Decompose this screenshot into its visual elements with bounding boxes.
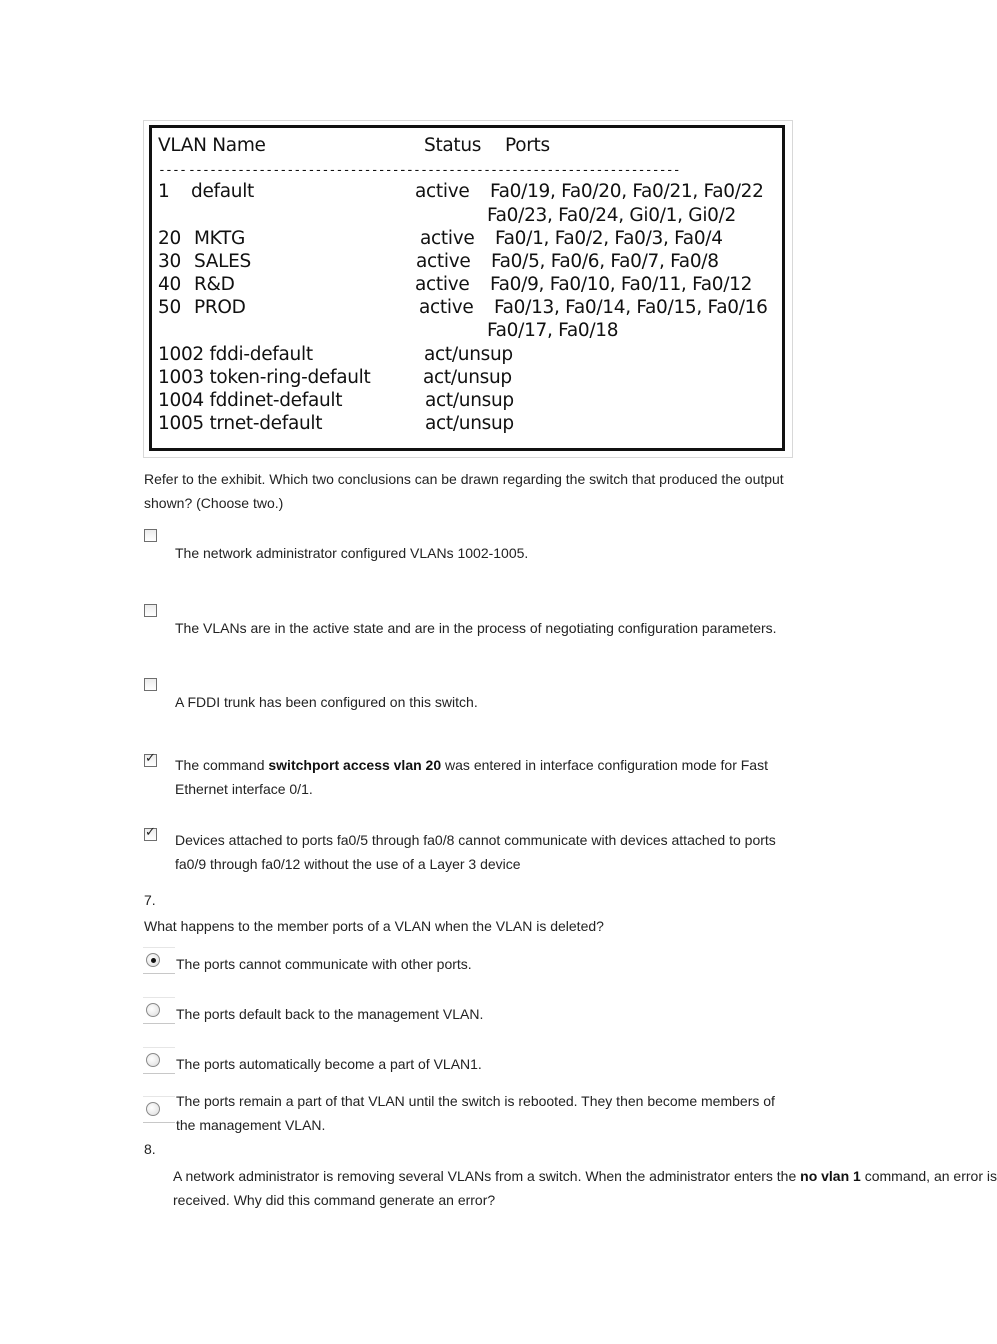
radio-selected-dot (151, 958, 156, 963)
option-text: The ports remain a part of that VLAN until the switch is rebooted. They then become members of (176, 1093, 775, 1109)
vlan-name: PROD (194, 297, 246, 318)
check-mark-icon: ✓ (145, 825, 156, 840)
vlan-reserved: 1004 fddinet-default (158, 390, 343, 411)
dash-2: -------------------------------- (188, 163, 413, 178)
radio-option-1[interactable] (146, 953, 160, 967)
vlan-id: 20 (158, 228, 181, 249)
vlan-ports-cont: Fa0/17, Fa0/18 (487, 320, 619, 341)
radio-option-2[interactable] (146, 1003, 160, 1017)
checkbox-option-4[interactable] (144, 751, 157, 767)
header-vlan-name: VLAN Name (158, 135, 266, 156)
vlan-ports: Fa0/13, Fa0/14, Fa0/15, Fa0/16 (494, 297, 768, 318)
vlan-ports: Fa0/19, Fa0/20, Fa0/21, Fa0/22 (490, 181, 764, 202)
vlan-reserved: 1002 fddi-default (158, 344, 313, 365)
vlan-status: active (416, 251, 471, 272)
option-text: The network administrator configured VLANs 1002-1005. (175, 545, 529, 561)
vlan-status: active (419, 297, 474, 318)
vlan-name: SALES (194, 251, 251, 272)
checkbox-option-1[interactable] (144, 529, 157, 542)
vlan-name: R&D (194, 274, 235, 295)
question-number: 8. (144, 1141, 156, 1157)
question-text: A network administrator is removing several VLANs from a switch. When the administrator enters the no vlan 1 command, an error is (173, 1168, 997, 1184)
vlan-id: 30 (158, 251, 181, 272)
radio-option-4[interactable] (146, 1102, 160, 1116)
checkbox-option-2[interactable] (144, 604, 157, 617)
question-text: received. Why did this command generate an error? (173, 1192, 496, 1208)
vlan-id: 40 (158, 274, 181, 295)
question-number: 7. (144, 892, 156, 908)
vlan-name: MKTG (194, 228, 246, 249)
vlan-ports: Fa0/1, Fa0/2, Fa0/3, Fa0/4 (495, 228, 723, 249)
option-text: A FDDI trunk has been configured on this switch. (175, 694, 478, 710)
vlan-status: active (420, 228, 475, 249)
vlan-status: active (415, 181, 470, 202)
vlan-status: active (415, 274, 470, 295)
option-text: The command switchport access vlan 20 was entered in interface configuration mode for Fast (175, 757, 768, 773)
vlan-status: act/unsup (423, 367, 512, 388)
radio-option-3[interactable] (146, 1053, 160, 1067)
vlan-id: 50 (158, 297, 181, 318)
dash-1: ---- (158, 163, 187, 178)
vlan-reserved: 1003 token-ring-default (158, 367, 371, 388)
dash-3: --------- (399, 163, 463, 178)
option-text: Devices attached to ports fa0/5 through fa0/8 cannot communicate with devices attached to ports (175, 832, 776, 848)
question-text: Refer to the exhibit. Which two conclusions can be drawn regarding the switch that produced the output (144, 471, 784, 487)
checkbox-option-5[interactable] (144, 825, 157, 841)
vlan-status: act/unsup (425, 390, 514, 411)
checkbox-option-3[interactable] (144, 678, 157, 691)
vlan-status: act/unsup (425, 413, 514, 434)
option-text: The ports cannot communicate with other ports. (176, 956, 472, 972)
check-mark-icon: ✓ (145, 751, 156, 766)
vlan-ports: Fa0/5, Fa0/6, Fa0/7, Fa0/8 (491, 251, 719, 272)
option-text: The VLANs are in the active state and are in the process of negotiating configuration parameters. (175, 620, 777, 636)
vlan-ports: Fa0/9, Fa0/10, Fa0/11, Fa0/12 (490, 274, 753, 295)
option-text: The ports automatically become a part of VLAN1. (176, 1056, 482, 1072)
vlan-name: default (191, 181, 254, 202)
header-status: Status (424, 135, 482, 156)
vlan-status: act/unsup (424, 344, 513, 365)
option-text: the management VLAN. (176, 1117, 326, 1133)
question-text: What happens to the member ports of a VLAN when the VLAN is deleted? (144, 918, 604, 934)
vlan-reserved: 1005 trnet-default (158, 413, 323, 434)
option-text: fa0/9 through fa0/12 without the use of a Layer 3 device (175, 856, 521, 872)
header-ports: Ports (505, 135, 550, 156)
dash-4: ------------------------------- (462, 163, 680, 178)
vlan-ports-cont: Fa0/23, Fa0/24, Gi0/1, Gi0/2 (487, 205, 737, 226)
option-text: The ports default back to the management VLAN. (176, 1006, 484, 1022)
vlan-id: 1 (158, 181, 170, 202)
question-text: shown? (Choose two.) (144, 495, 284, 511)
option-text: Ethernet interface 0/1. (175, 781, 313, 797)
